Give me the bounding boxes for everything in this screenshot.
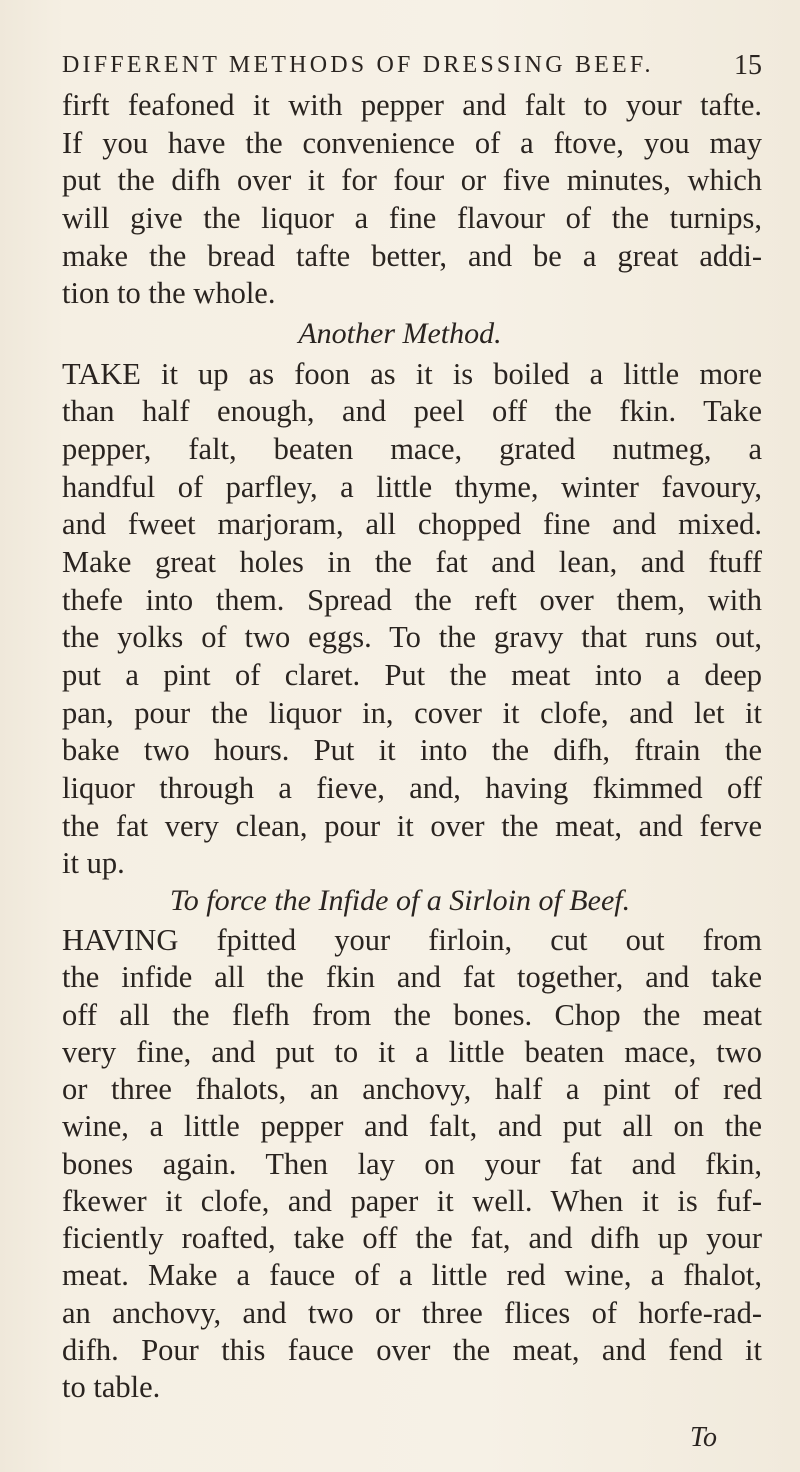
text-line: put the difh over it for four or five minutes, which [62, 163, 762, 198]
page-number: 15 [734, 50, 762, 81]
text-line: it up. [62, 846, 125, 881]
section-heading: To force the Infide of a Sirloin of Beef. [169, 883, 631, 917]
text-line: the fat very clean, pour it over the meat, and ferve [62, 808, 762, 843]
text-line: thefe into them. Spread the reft over them, with [62, 582, 762, 617]
text-line: handful of parfley, a little thyme, winter favoury, [62, 469, 762, 504]
text-line: meat. Make a fauce of a little red wine, a fhalot, [62, 1258, 762, 1293]
text-line: very fine, and put to it a little beaten mace, two [62, 1034, 762, 1069]
running-head [62, 52, 762, 79]
text-line: ficiently roafted, take off the fat, and difh up your [62, 1221, 762, 1256]
text-line: put a pint of claret. Put the meat into a deep [62, 657, 762, 692]
text-line: the infide all the fkin and fat together, and take [62, 960, 762, 995]
text-line: make the bread tafte better, and be a great addi- [62, 238, 762, 273]
section-heading: Another Method. [298, 317, 502, 351]
text-line: will give the liquor a fine flavour of the turnips, [62, 200, 762, 235]
text-line: If you have the convenience of a ftove, you may [62, 125, 762, 160]
text-line: than half enough, and peel off the fkin. Take [62, 394, 762, 429]
text-line: and fweet marjoram, all chopped fine and mixed. [62, 507, 762, 542]
text-line: pan, pour the liquor in, cover it clofe, and let it [62, 695, 762, 730]
text-line: liquor through a fieve, and, having fkimmed off [62, 770, 762, 805]
running-head-title: DIFFERENT METHODS OF DRESSING BEEF. [62, 52, 654, 78]
text-line: wine, a little pepper and falt, and put all on the [62, 1109, 762, 1144]
text-line: off all the flefh from the bones. Chop the meat [62, 997, 762, 1032]
text-line: fkewer it clofe, and paper it well. When it is fuf- [62, 1183, 762, 1218]
text-line: Make great holes in the fat and lean, and ftuff [62, 545, 762, 579]
text-line: pepper, falt, beaten mace, grated nutmeg, a [62, 432, 762, 467]
text-line: difh. Pour this fauce over the meat, and fend it [62, 1332, 762, 1367]
text-line: tion to the whole. [62, 276, 276, 311]
text-line: the yolks of two eggs. To the gravy that runs out, [62, 620, 762, 655]
catchword: To [690, 1422, 718, 1453]
text-line: HAVING fpitted your firloin, cut out from [62, 923, 762, 958]
text-line: or three fhalots, an anchovy, half a pint of red [62, 1072, 762, 1107]
text-line: firft feafoned it with pepper and falt to your tafte. [62, 88, 762, 122]
text-line: an anchovy, and two or three flices of horfe-rad- [62, 1295, 762, 1330]
text-line: TAKE it up as foon as it is boiled a little more [62, 356, 762, 391]
text-line: to table. [62, 1370, 161, 1404]
text-line: bones again. Then lay on your fat and fkin, [62, 1146, 762, 1181]
text-line: bake two hours. Put it into the difh, ftrain the [62, 733, 762, 768]
